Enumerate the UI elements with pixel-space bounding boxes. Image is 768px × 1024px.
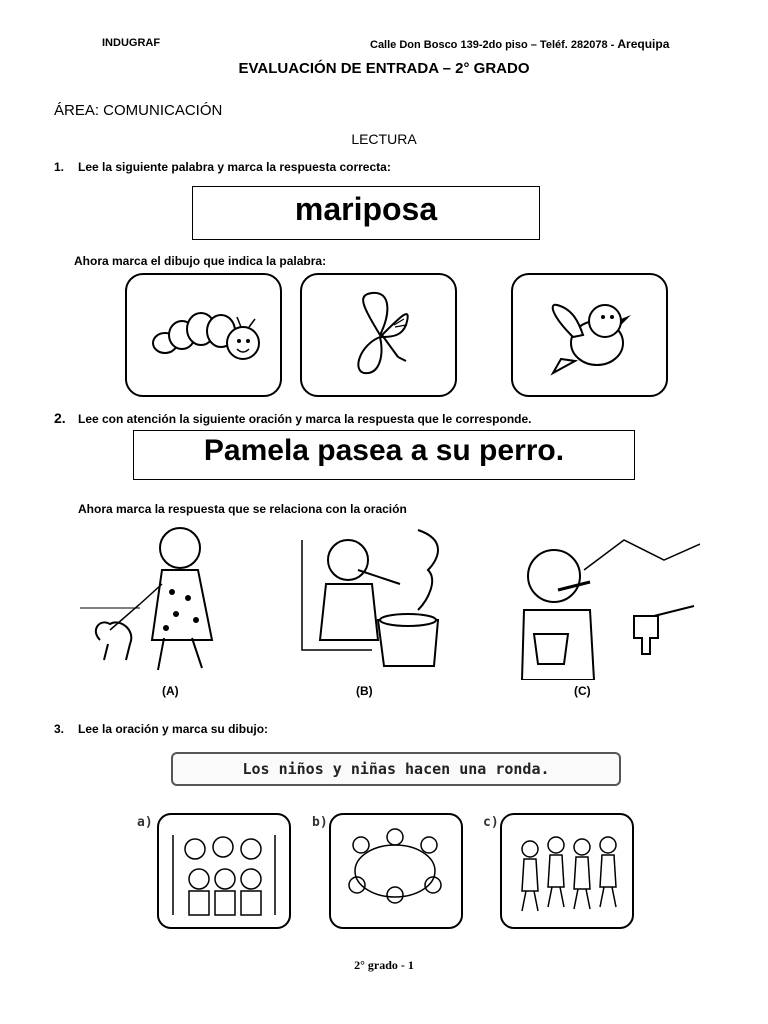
subject-area: ÁREA: COMUNICACIÓN (54, 102, 223, 119)
girl-brushing-teeth-icon (494, 530, 700, 680)
children-walking-icon (502, 815, 632, 927)
option-a-girl-walking-dog[interactable] (80, 520, 260, 680)
q1-instruction (54, 160, 391, 174)
option-butterfly-card[interactable] (300, 273, 457, 397)
q3-sentence: Los niños y niñas hacen una ronda. (242, 760, 550, 778)
q1-sub-instruction: Ahora marca el dibujo que indica la palabra: (74, 254, 327, 268)
q3-label-b: b) (312, 815, 328, 830)
q2-instruction-text: Lee con atención la siguiente oración y marca la respuesta que le corresponde. (78, 412, 532, 426)
option-caterpillar-card[interactable] (125, 273, 282, 397)
option-b-girl-cooking[interactable] (288, 520, 448, 680)
q3-instruction-text: Lee la oración y marca su dibujo: (78, 722, 269, 736)
city-text: Arequipa (617, 37, 670, 51)
girl-cooking-icon (288, 520, 448, 680)
q2-label-b: (B) (356, 684, 373, 698)
girl-walking-dog-icon (80, 520, 260, 680)
option-a-children-group-card[interactable] (157, 813, 291, 929)
bird-icon (513, 275, 666, 395)
q2-number: 2. (54, 410, 66, 426)
butterfly-icon (302, 275, 455, 395)
option-bird-card[interactable] (511, 273, 668, 397)
children-ronda-icon (331, 815, 461, 927)
page-title: EVALUACIÓN DE ENTRADA – 2° GRADO (238, 60, 530, 77)
q2-label-a: (A) (162, 684, 179, 698)
q3-instruction (54, 722, 268, 736)
q1-word-box (192, 186, 540, 240)
q2-label-c: (C) (574, 684, 591, 698)
option-c-children-row-card[interactable] (500, 813, 634, 929)
q1-instruction-text: Lee la siguiente palabra y marca la respuesta correcta: (78, 160, 391, 174)
q1-number: 1. (54, 160, 65, 174)
page-footer: 2° grado - 1 (354, 958, 414, 972)
q3-number: 3. (54, 722, 65, 736)
q3-label-a: a) (137, 815, 153, 830)
section-title: LECTURA (351, 131, 417, 147)
company-name: INDUGRAF (102, 37, 161, 49)
option-b-children-circle-card[interactable] (329, 813, 463, 929)
company-address (370, 37, 669, 51)
q3-sentence-box (171, 752, 621, 786)
caterpillar-icon (127, 275, 280, 395)
q2-sub-instruction: Ahora marca la respuesta que se relaciona con la oración (78, 502, 407, 516)
address-text: Calle Don Bosco 139-2do piso – Teléf. 282078 - (370, 39, 615, 51)
option-c-girl-brushing-teeth[interactable] (494, 530, 700, 680)
children-sitting-icon (159, 815, 289, 927)
q2-sentence: Pamela pasea a su perro. (203, 434, 565, 467)
q1-word: mariposa (294, 191, 438, 227)
q2-instruction (54, 410, 532, 426)
q3-label-c: c) (483, 815, 499, 830)
q2-sentence-box (133, 430, 635, 480)
